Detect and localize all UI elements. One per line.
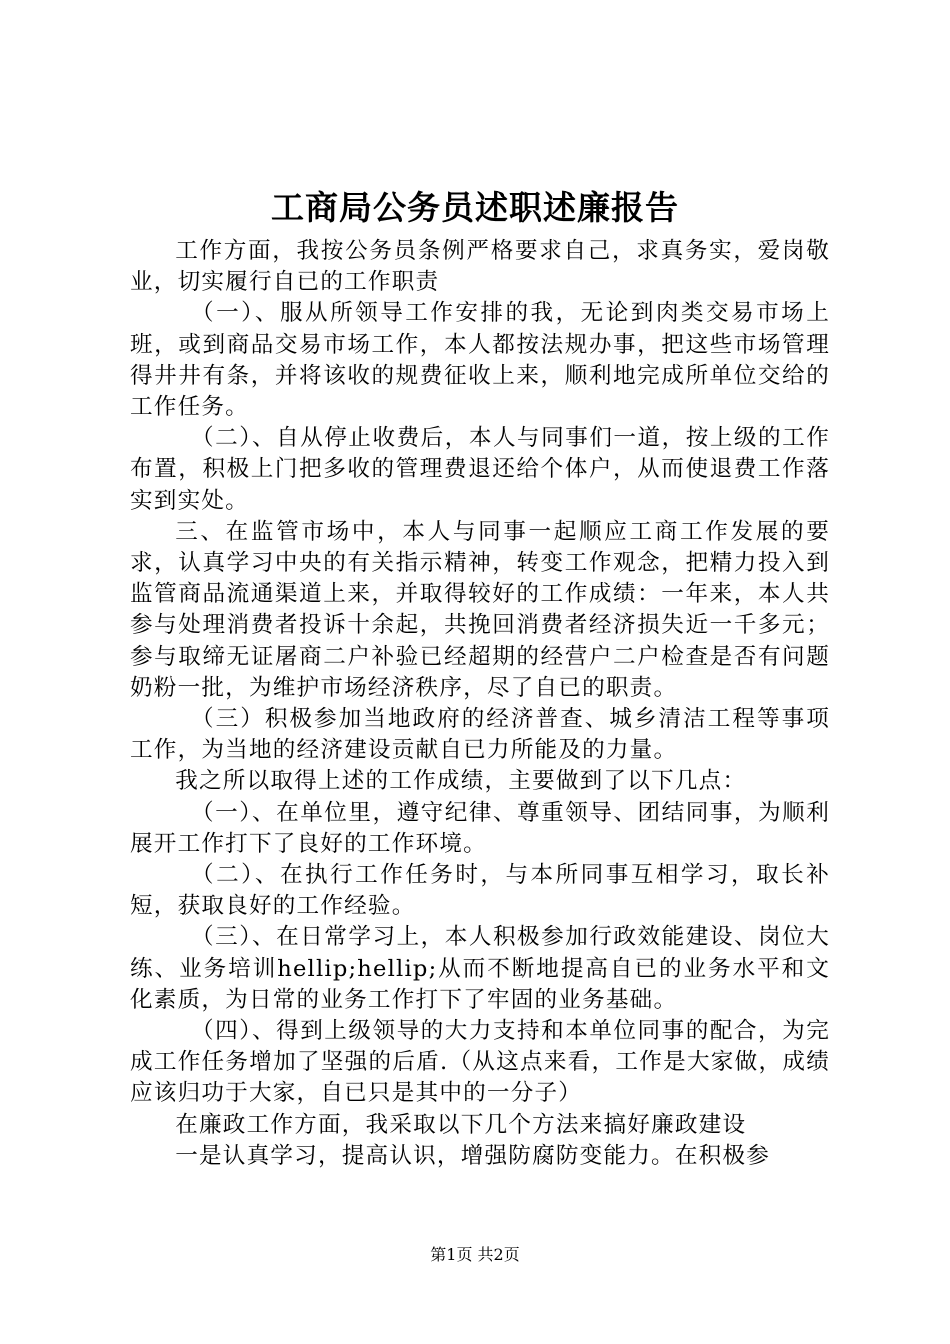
paragraph-point-1: （一）、在单位里，遵守纪律、尊重领导、团结同事，为顺利展开工作打下了良好的工作环境。 xyxy=(130,799,830,857)
paragraph-summary-intro: 我之所以取得上述的工作成绩，主要做到了以下几点： xyxy=(175,768,747,795)
paragraph-point-2: （二）、在执行工作任务时，与本所同事互相学习，取长补短，获取良好的工作经验。 xyxy=(130,862,830,920)
paragraph-point-4: （四）、得到上级领导的大力支持和本单位同事的配合，为完成工作任务增加了坚强的后盾.（从这点来看，工作是大家做，成绩应该归功于大家，自已只是其中的一分子） xyxy=(130,1018,830,1107)
paragraph-point-3: （三）、在日常学习上，本人积极参加行政效能建设、岗位大练、业务培训hellip;hellip;从而不断地提高自已的业务水平和文化素质，为日常的业务工作打下了牢固的业务基础。 xyxy=(130,924,830,1013)
paragraph-work-intro: 工作方面，我按公务员条例严格要求自己，求真务实，爱岗敬业，切实履行自已的工作职责 xyxy=(130,238,830,296)
paragraph-item-2: （二）、自从停止收费后，本人与同事们一道，按上级的工作布置，积极上门把多收的管理费退还给个体户，从而使退费工作落实到实处。 xyxy=(130,425,830,514)
document-title: 工商局公务员述职述廉报告 xyxy=(271,188,679,227)
paragraph-item-3: 三、在监管市场中，本人与同事一起顺应工商工作发展的要求，认真学习中央的有关指示精神，转变工作观念，把精力投入到监管商品流通渠道上来，并取得较好的工作成绩：一年来，本人共参与处理消费者投诉十余起，共挽回消费者经济损失近一千多元；参与取缔无证屠商二户补验已经超期的经营户二户检查是否有问题奶粉一批，为维护市场经济秩序，尽了自已的职责。 xyxy=(130,518,830,701)
document-body xyxy=(130,236,830,1172)
paragraph-item-1: （一）、服从所领导工作安排的我，无论到肉类交易市场上班，或到商品交易市场工作，本人都按法规办事，把这些市场管理得井井有条，并将该收的规费征收上来，顺利地完成所单位交给的工作任务。 xyxy=(130,300,830,421)
paragraph-integrity-intro: 在廉政工作方面，我采取以下几个方法来搞好廉政建设 xyxy=(175,1111,747,1138)
page-number: 第1页 共2页 xyxy=(430,1245,520,1264)
paragraph-item-4: （三）积极参加当地政府的经济普查、城乡清洁工程等事项工作，为当地的经济建设贡献自已力所能及的力量。 xyxy=(130,706,830,764)
paragraph-integrity-1: 一是认真学习，提高认识，增强防腐防变能力。在积极参 xyxy=(175,1142,771,1169)
